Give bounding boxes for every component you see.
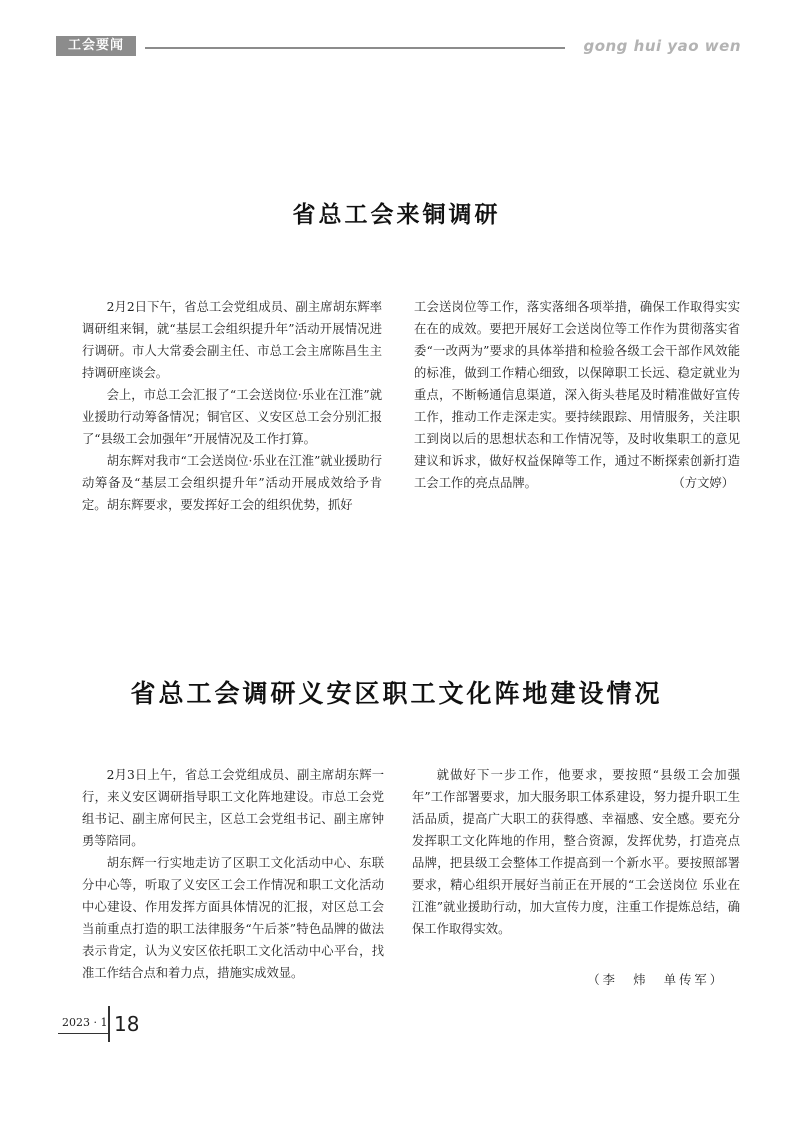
article-2-author: （李 炜 单传军） — [587, 973, 725, 987]
section-tag: 工会要闻 — [56, 36, 136, 56]
article-1-right-column — [414, 296, 740, 494]
header-rule — [145, 47, 565, 49]
article-1-left-column — [82, 296, 382, 516]
article-1-paragraph: 2月2日下午，省总工会党组成员、副主席胡东辉率调研组来铜，就“基层工会组织提升年”活动开展情况进行调研。市人大常委会副主任、市总工会主席陈昌生主持调研座谈会。 — [82, 300, 382, 380]
article-2-paragraph: 2月3日上午，省总工会党组成员、副主席胡东辉一行，来义安区调研指导职工文化阵地建设。市总工会党组书记、副主席何民主，区总工会党组书记、副主席钟勇等陪同。 — [82, 768, 384, 848]
article-1-author: （方文婷） — [672, 476, 734, 490]
section-pinyin: gong hui yao wen — [583, 37, 741, 55]
article-1-paragraph: 胡东辉对我市“工会送岗位·乐业在江淮”就业援助行动筹备及“基层工会组织提升年”活动开展成效给予肯定。胡东辉要求，要发挥好工会的组织优势，抓好 — [82, 454, 382, 512]
page-header — [0, 36, 793, 56]
footer-rule — [58, 1033, 109, 1034]
article-2-title: 省总工会调研义安区职工文化阵地建设情况 — [130, 679, 663, 708]
article-2-left-column — [82, 764, 384, 984]
page-number: 18 — [114, 1012, 140, 1036]
article-1-paragraph: 会上，市总工会汇报了“工会送岗位·乐业在江淮”就业援助行动筹备情况；铜官区、义安区总工会分别汇报了“县级工会加强年”开展情况及工作打算。 — [82, 388, 382, 446]
article-2-paragraph: 胡东辉一行实地走访了区职工文化活动中心、东联分中心等，听取了义安区工会工作情况和职工文化活动中心建设、作用发挥方面具体情况的汇报，对区总工会当前重点打造的职工法律服务“午后茶”特色品牌的做法表示肯定，认为义安区依托职工文化活动中心平台，找准工作结合点和着力点，措施实成效显。 — [82, 856, 384, 980]
footer-divider — [108, 1006, 110, 1042]
article-2-right-column — [412, 764, 740, 940]
article-1-title: 省总工会来铜调研 — [292, 202, 501, 228]
article-2-paragraph: 就做好下一步工作，他要求，要按照“县级工会加强年”工作部署要求，加大服务职工体系建设，努力提升职工生活品质，提高广大职工的获得感、幸福感、安全感。要充分发挥职工文化阵地的作用，整合资源，发挥优势，打造亮点品牌，把县级工会整体工作提高到一个新水平。要按照部署要求，精心组织开展好当前正在开展的“工会送岗位 乐业在江淮”就业援助行动，加大宣传力度，注重工作提炼总结，确保工作取得实效。 — [412, 768, 740, 936]
article-1-paragraph-continued: 工会送岗位等工作，落实落细各项举措，确保工作取得实实在在的成效。要把开展好工会送岗位等工作作为贯彻落实省委“一改两为”要求的具体举措和检验各级工会干部作风效能的标准，做到工作精心细致，以保障职工长远、稳定就业为重点，不断畅通信息渠道，深入街头巷尾及时精准做好宣传工作，推动工作走深走实。要持续跟踪、用情服务，关注职工到岗以后的思想状态和工作情况等，及时收集职工的意见建议和诉求，做好权益保障等工作，通过不断探索创新打造工会工作的亮点品牌。 （方文婷） — [414, 296, 740, 494]
issue-date: 2023 · 1 — [62, 1016, 108, 1029]
